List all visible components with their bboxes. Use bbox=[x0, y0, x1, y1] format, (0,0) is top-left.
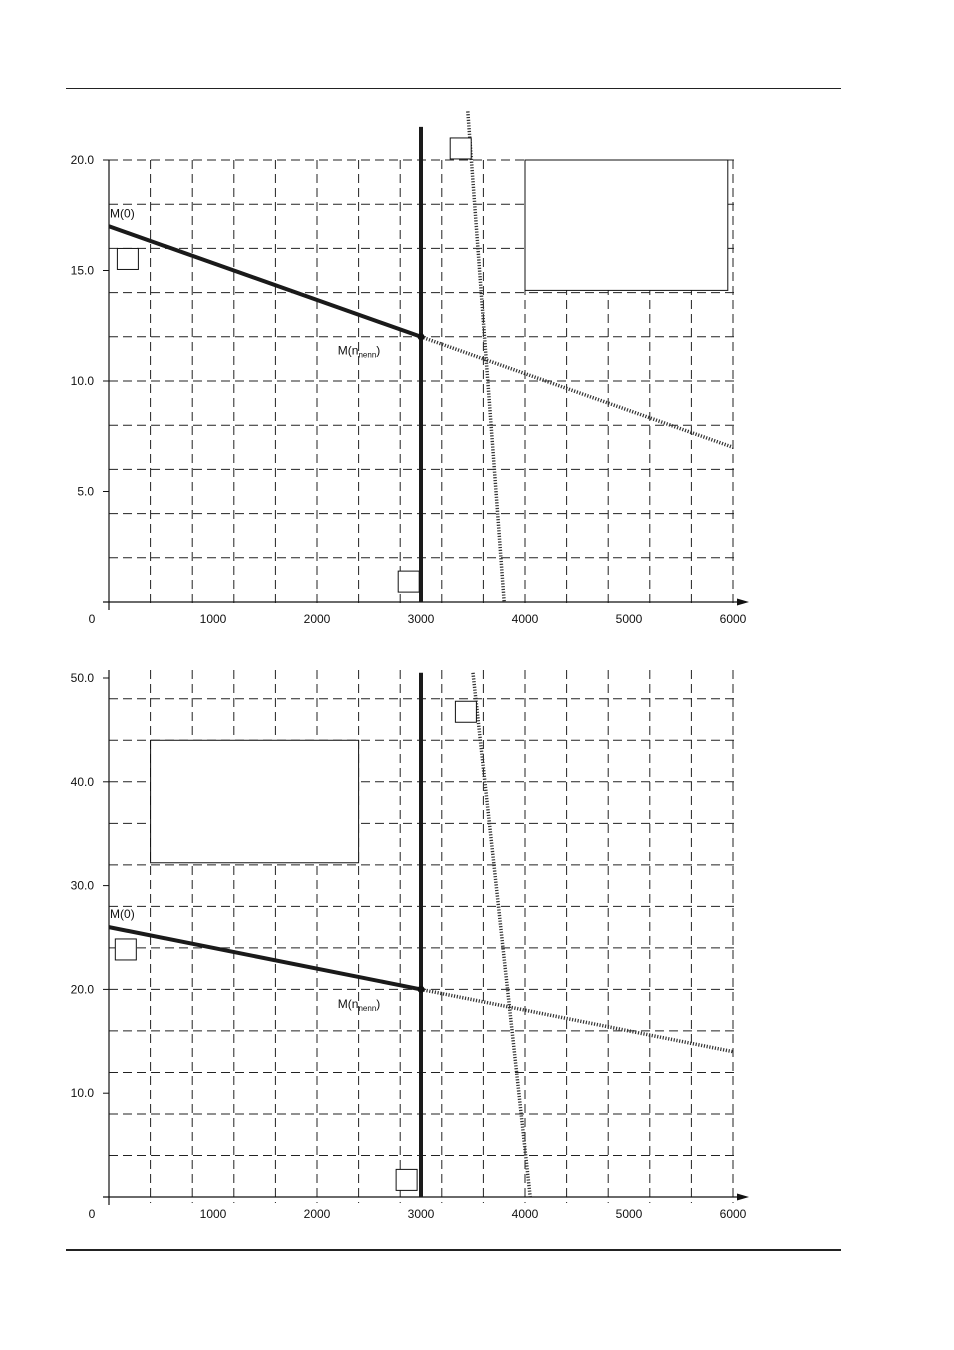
y-tick-label: 20.0 bbox=[70, 982, 94, 997]
series-dotted-line bbox=[421, 337, 733, 448]
x-tick-label: 2000 bbox=[303, 1207, 331, 1221]
series-dotted-line bbox=[473, 673, 530, 1197]
x-tick-label: 1000 bbox=[199, 612, 227, 626]
label-box bbox=[117, 248, 138, 269]
x-tick-label: 4000 bbox=[511, 1207, 539, 1221]
y-tick-label: 30.0 bbox=[70, 878, 94, 893]
legend-box bbox=[151, 740, 359, 862]
torque-speed-chart-upper bbox=[0, 130, 954, 650]
x-tick-label: 0 bbox=[88, 1207, 96, 1221]
point-marker bbox=[418, 333, 425, 340]
point-marker bbox=[418, 986, 425, 993]
annotation-label: M(0) bbox=[110, 906, 135, 921]
x-tick-label: 2000 bbox=[303, 612, 331, 626]
x-axis-arrow bbox=[737, 1194, 749, 1201]
page-top-rule bbox=[66, 88, 841, 89]
label-box bbox=[115, 939, 136, 960]
label-box bbox=[396, 1169, 417, 1190]
label-box bbox=[450, 138, 471, 159]
y-tick-label: 40.0 bbox=[70, 774, 94, 789]
legend-box bbox=[525, 160, 728, 290]
series-dotted-line bbox=[468, 111, 504, 602]
y-tick-label: 10.0 bbox=[70, 1086, 94, 1101]
x-tick-label: 3000 bbox=[407, 1207, 435, 1221]
x-tick-label: 0 bbox=[88, 612, 96, 626]
annotation-label: $M(n_{nenn})$ bbox=[337, 997, 381, 1014]
page-bottom-rule bbox=[66, 1249, 841, 1251]
x-tick-label: 6000 bbox=[719, 1207, 747, 1221]
x-tick-label: 5000 bbox=[615, 612, 643, 626]
series-torque-line bbox=[109, 226, 421, 336]
x-axis-arrow bbox=[737, 599, 749, 606]
series-torque-line bbox=[109, 927, 421, 989]
torque-speed-chart-lower bbox=[0, 640, 954, 1240]
x-tick-label: 6000 bbox=[719, 612, 747, 626]
y-tick-label: 20.0 bbox=[70, 153, 94, 167]
series-dotted-line bbox=[421, 989, 733, 1051]
y-tick-label: 15.0 bbox=[70, 263, 94, 278]
annotation-label: $M(n_{nenn})$ bbox=[337, 343, 381, 360]
x-tick-label: 1000 bbox=[199, 1207, 227, 1221]
y-tick-label: 10.0 bbox=[70, 374, 94, 388]
y-tick-label: 50.0 bbox=[70, 671, 94, 685]
x-tick-label: 4000 bbox=[511, 612, 539, 626]
label-box bbox=[455, 701, 476, 722]
x-tick-label: 5000 bbox=[615, 1207, 643, 1221]
y-tick-label: 5.0 bbox=[77, 484, 94, 499]
annotation-label: M(0) bbox=[110, 206, 135, 221]
x-tick-label: 3000 bbox=[407, 612, 435, 626]
label-box bbox=[398, 571, 419, 592]
